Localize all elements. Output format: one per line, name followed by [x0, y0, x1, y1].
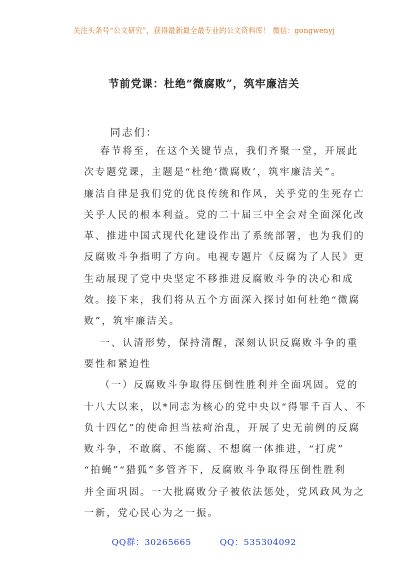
body-line: 负十四亿”的使命担当祛疴治乱，开展了史无前例的反腐	[84, 422, 361, 434]
body-line: 关乎人民的根本利益。党的二十届三中全会对全面深化改	[84, 209, 365, 221]
section-heading: 一、认清形势，保持清醒，深刻认识反腐败斗争的重	[100, 337, 359, 349]
footer-contact	[0, 536, 408, 548]
body-line: 廉洁自律是我们党的优良传统和作风，关乎党的生死存亡	[84, 188, 365, 200]
body-line: 革、推进中国式现代化建设作出了系统部署，也为我们的	[84, 231, 365, 243]
qq-number: QQ：535304092	[219, 538, 297, 548]
body-line: 效。接下来，我们将从五个方面深入探讨如何杜绝“微腐	[84, 295, 361, 307]
subsection-heading: （一）反腐败斗争取得压倒性胜利并全面巩固。党的	[100, 380, 359, 392]
body-line: 并全面巩固。一大批腐败分子被依法惩处，党风政风为之	[84, 486, 365, 498]
body-line: 春节将至，在这个关键节点，我们齐聚一堂，开展此	[100, 146, 359, 157]
document-title: 节前党课：杜绝“微腐败”，筑牢廉洁关	[108, 78, 300, 90]
body-line: 次专题党课，主题是“杜绝‘微腐败’，筑牢廉洁关”。	[84, 167, 343, 179]
body-line: “拍蝇”“猎狐”多管齐下，反腐败斗争取得压倒性胜利	[84, 465, 346, 477]
body-line: 败”，筑牢廉洁关。	[84, 316, 181, 328]
body-line: 十八大以来，以*同志为核心的党中央以“得罪千百人、不	[84, 401, 367, 413]
body-line: 败斗争，不敢腐、不能腐、不想腐一体推进，“打虎”	[84, 444, 345, 456]
body-line: 反腐败斗争指明了方向。电视专题片《反腐为了人民》更	[84, 252, 365, 264]
body-line: 一新，党心民心为之一振。	[84, 508, 219, 520]
section-heading: 要性和紧迫性	[84, 358, 152, 370]
header-banner: 关注头条号“公文研究”，获得最新最全最专业的公文资料库！ 微信：gongwenyj	[73, 26, 335, 35]
salutation: 同志们：	[110, 127, 158, 139]
qq-group-number: QQ群：30265665	[111, 538, 192, 548]
body-text	[84, 141, 367, 524]
body-line: 生动展现了党中央坚定不移推进反腐败斗争的决心和成	[84, 273, 354, 285]
